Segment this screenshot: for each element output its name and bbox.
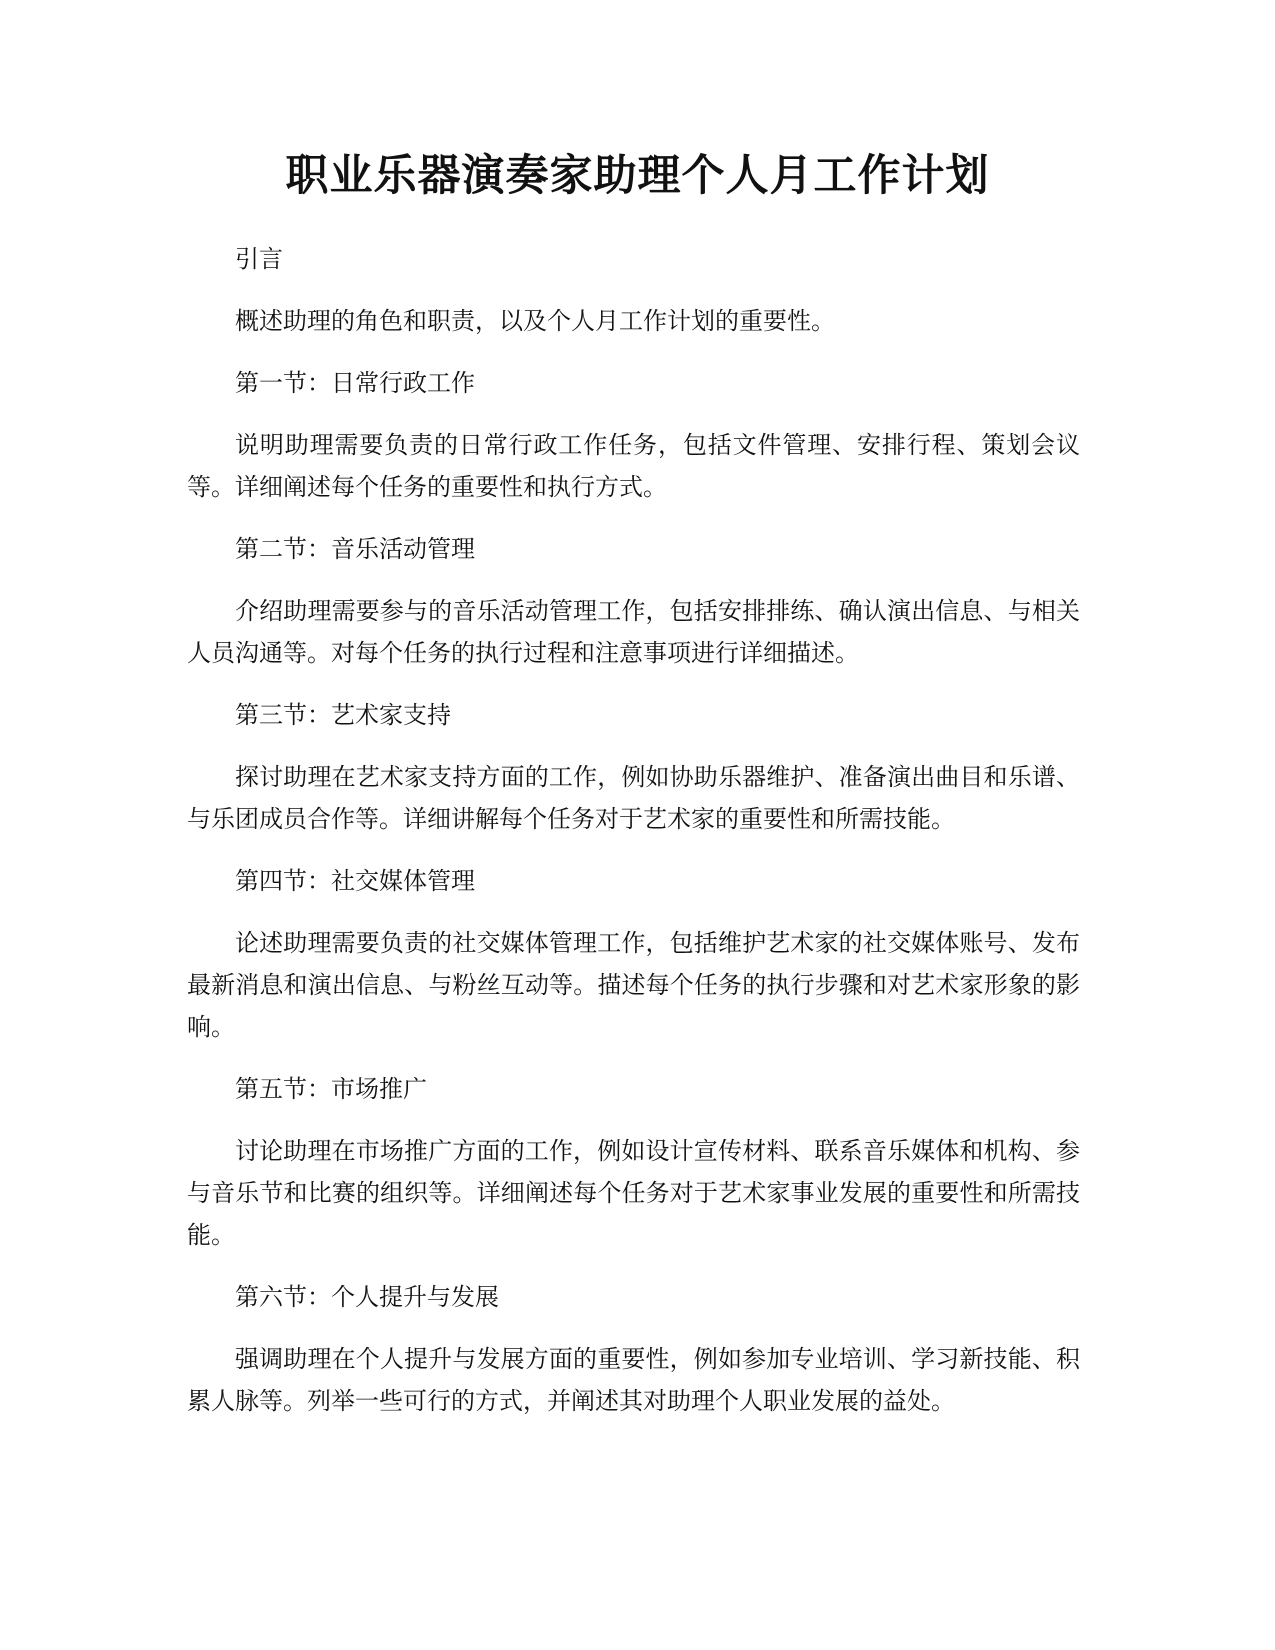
section-5-body: 讨论助理在市场推广方面的工作，例如设计宣传材料、联系音乐媒体和机构、参与音乐节和比赛的组织等。详细阐述每个任务对于艺术家事业发展的重要性和所需技能。 — [187, 1137, 1080, 1249]
section-1-heading: 第一节：日常行政工作 — [235, 369, 475, 397]
section-3-body: 探讨助理在艺术家支持方面的工作，例如协助乐器维护、准备演出曲目和乐谱、与乐团成员合作等。详细讲解每个任务对于艺术家的重要性和所需技能。 — [187, 763, 1080, 833]
section-6-body: 强调助理在个人提升与发展方面的重要性，例如参加专业培训、学习新技能、积累人脉等。列举一些可行的方式，并阐述其对助理个人职业发展的益处。 — [187, 1345, 1080, 1415]
section-2-heading: 第二节：音乐活动管理 — [235, 535, 475, 563]
section-4-heading: 第四节：社交媒体管理 — [235, 867, 475, 895]
section-3-heading: 第三节：艺术家支持 — [235, 701, 451, 729]
document-body — [187, 238, 1080, 1442]
paragraph-intro-heading: 引言 — [235, 245, 283, 273]
section-2-body: 介绍助理需要参与的音乐活动管理工作，包括安排排练、确认演出信息、与相关人员沟通等。对每个任务的执行过程和注意事项进行详细描述。 — [187, 597, 1080, 667]
section-5-heading: 第五节：市场推广 — [235, 1075, 427, 1103]
section-6-heading: 第六节：个人提升与发展 — [235, 1283, 499, 1311]
section-4-body: 论述助理需要负责的社交媒体管理工作，包括维护艺术家的社交媒体账号、发布最新消息和演出信息、与粉丝互动等。描述每个任务的执行步骤和对艺术家形象的影响。 — [187, 929, 1080, 1041]
document-title: 职业乐器演奏家助理个人月工作计划 — [285, 151, 990, 201]
section-1-body: 说明助理需要负责的日常行政工作任务，包括文件管理、安排行程、策划会议等。详细阐述每个任务的重要性和执行方式。 — [187, 431, 1080, 501]
paragraph-intro: 概述助理的角色和职责，以及个人月工作计划的重要性。 — [235, 307, 835, 335]
